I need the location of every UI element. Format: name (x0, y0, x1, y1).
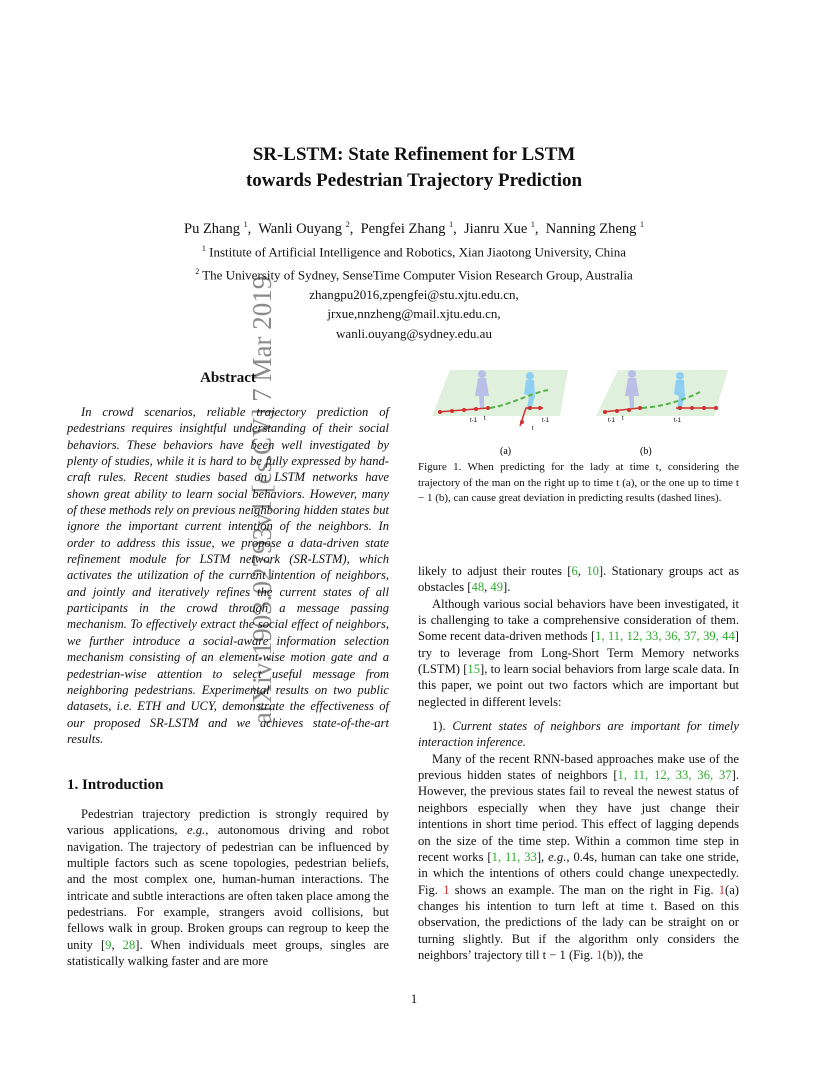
email-line-2: jrxue,nnzheng@mail.xjtu.edu.cn, (327, 306, 501, 322)
affiliation-text: The University of Sydney, SenseTime Computer Vision Research Group, Australia (202, 267, 633, 283)
tick-label: t (484, 416, 486, 422)
author-affiliation-mark: 1 (639, 220, 644, 229)
author-affiliation-mark: 1 (243, 220, 248, 229)
affiliation-text: Institute of Artificial Intelligence and Robotics, Xian Jiaotong University, China (209, 244, 627, 260)
abstract-heading: Abstract (200, 370, 256, 386)
trajectory-point (474, 407, 478, 411)
tick-label: t (622, 416, 624, 422)
citation-link[interactable]: 9 (105, 937, 112, 952)
tick-label: t (532, 426, 534, 432)
trajectory-point (462, 408, 466, 412)
subfigure-label-a: (a) (500, 446, 512, 457)
tick-label: t-1 (674, 418, 682, 424)
trajectory-point (438, 410, 442, 414)
paper-title (0, 142, 828, 194)
figure-caption: Figure 1. When predicting for the lady at time t, considering the trajectory of the man on the right up to time t (a), or the one up to time t − 1 (b), can cause great deviation in predicting results (dashed lines). (418, 461, 739, 504)
trajectory-point (603, 410, 607, 414)
author-name: Jianru Xue (464, 220, 528, 237)
abstract-body: In crowd scenarios, reliable trajectory prediction of pedestrians requires insightful understanding of their social behaviors. These behaviors have been well investigated by plenty of studies, while it is hard to be fully expressed by hand-craft rules. Recent studies based on LSTM networks have shown great ability to learn social behaviors. However, many of these methods rely on previous neighboring hidden states but ignore the important current intention of the neighbors. In order to address this issue, we propose a data-driven state refinement module for LSTM network (SR-LSTM), which activates the utilization of the current intention of neighbors, and jointly and iteratively refines the current states of all participants in the crowd through a message passing mechanism. To effectively extract the social effect of neighbors, we further introduce a social-aware information selection mechanism consisting of an element-wise motion gate and a pedestrian-wise attention to select useful message from neighboring pedestrians. Experimental results on two public datasets, i.e. ETH and UCY, demonstrate the effectiveness of our proposed SR-LSTM and we achieves state-of-the-art results. (67, 405, 389, 746)
tick-label: t-1 (470, 418, 478, 424)
trajectory-point (690, 406, 694, 410)
affiliation-1 (0, 239, 828, 262)
introduction-heading: 1. Introduction (67, 777, 164, 793)
author-name: Pengfei Zhang (360, 220, 446, 237)
affiliations (0, 239, 828, 343)
tick-label: t-1 (542, 418, 550, 424)
author-name: Wanli Ouyang (258, 220, 343, 237)
figure-ref-link[interactable]: 1 (596, 947, 603, 962)
citation-link[interactable]: 10 (586, 564, 599, 578)
citation-link[interactable]: 1, 11, 12, 33, 36, 37 (617, 768, 732, 783)
ground-plane-b (596, 370, 728, 416)
figure-ref-link[interactable]: 1 (443, 882, 450, 897)
figure-ref-link[interactable]: 1 (718, 882, 726, 897)
citation-link[interactable]: 28 (122, 937, 136, 952)
trajectory-point (615, 409, 619, 413)
affiliation-mark: 1 (201, 244, 206, 253)
author-name: Pu Zhang (184, 220, 240, 237)
author-affiliation-mark: 2 (345, 220, 350, 229)
trajectory-point (714, 406, 718, 410)
tick-label: t-1 (608, 418, 616, 424)
citation-link[interactable]: 49 (490, 580, 503, 595)
author-name: Nanning Zheng (545, 220, 637, 237)
citation-link[interactable]: 1, 11, 12, 33, 36, 37, 39, 44 (595, 629, 735, 644)
citation-link[interactable]: 6 (571, 564, 578, 578)
figure-1 (418, 366, 739, 458)
page-number: 1 (410, 991, 418, 1006)
paragraph: Many of the recent RNN-based approaches make use of the previous hidden states of neighbors [1, 11, 12, 33, 36, 37]. However, the previous states fail to reveal the newest status of neighbors especially when they have just change their intentions in short time period. This effect of lagging depends on the size of the time step. Within a common time step in recent works [1, 11, 33], e.g., 0.4s, human can take one stride, in which the intentions of others could change unexpectedly. Fig. 1 shows an example. The man on the right in Fig. 1(a) changes his intention to turn left at time t. Based on this observation, the predictions of the lady can be straight on or turning slightly. But if the algorithm only considers the neighbors’ trajectory till t − 1 (Fig. 1(b)), the (418, 751, 739, 962)
subfigure-label-b: (b) (640, 446, 652, 457)
paragraph: likely to adjust their routes [6, 10]. Stationary groups act as obstacles [48, 49]. (418, 564, 739, 595)
arxiv-identifier: arXiv:1903.02793v1 [cs.CV] 7 Mar 2019 (247, 275, 277, 725)
trajectory-point (450, 409, 454, 413)
citation-link[interactable]: 1, 11, 33 (491, 849, 537, 864)
paragraph: 1). Current states of neighbors are important for timely interaction inference. (418, 719, 739, 750)
author-affiliation-mark: 1 (449, 220, 454, 229)
trajectory-illustration (418, 366, 739, 458)
trajectory-point (520, 420, 524, 424)
affiliation-2 (0, 262, 828, 285)
trajectory-point (627, 408, 631, 412)
trajectory-point (528, 406, 532, 410)
trajectory-point (702, 406, 706, 410)
trajectory-point (538, 406, 542, 410)
citation-link[interactable]: 48 (471, 580, 485, 595)
trajectory-point (486, 406, 490, 410)
affiliation-mark: 2 (195, 266, 200, 276)
paragraph: Although various social behaviors have been investigated, it is challenging to take a comprehensive consideration of them. Some recent data-driven methods [1, 11, 12, 33, 36, 37, 39, 44] try to leverage from Long-Short Term Memory networks (LSTM) [15], to learn social behaviors from large scale data. In this paper, we point out two factors which are important but neglected in different levels: (418, 596, 740, 709)
email-line-3: wanli.ouyang@sydney.edu.au (336, 325, 492, 341)
title-line-2: towards Pedestrian Trajectory Prediction (245, 170, 583, 191)
trajectory-point (678, 406, 682, 410)
email-line-1: zhangpu2016,zpengfei@stu.xjtu.edu.cn, (309, 286, 519, 302)
title-line-1: SR-LSTM: State Refinement for LSTM (252, 144, 576, 165)
citation-link[interactable]: 15 (467, 662, 481, 677)
introduction-paragraph: Pedestrian trajectory prediction is strongly required by various applications, e.g., autonomous driving and robot navigation. The trajectory of pedestrian can be influenced by multiple factors such as scene topologies, pedestrian beliefs, and the most complex one, human-human interactions. The intricate and subtle interactions are often taken place among the pedestrians. For example, strangers avoid collisions, but fellows walk in group. Broken groups can regroup to keep the unity [9, 28]. When individuals meet groups, singles are statistically walking faster and are more (67, 807, 390, 969)
trajectory-point (638, 406, 642, 410)
author-list: Pu Zhang $^1$, Wanli Ouyang $^2$, Pengfei Zhang $^1$, Jianru Xue $^1$, Nanning Zheng $^1$ (184, 220, 644, 237)
introduction-continued (418, 563, 739, 963)
author-affiliation-mark: 1 (530, 220, 535, 229)
